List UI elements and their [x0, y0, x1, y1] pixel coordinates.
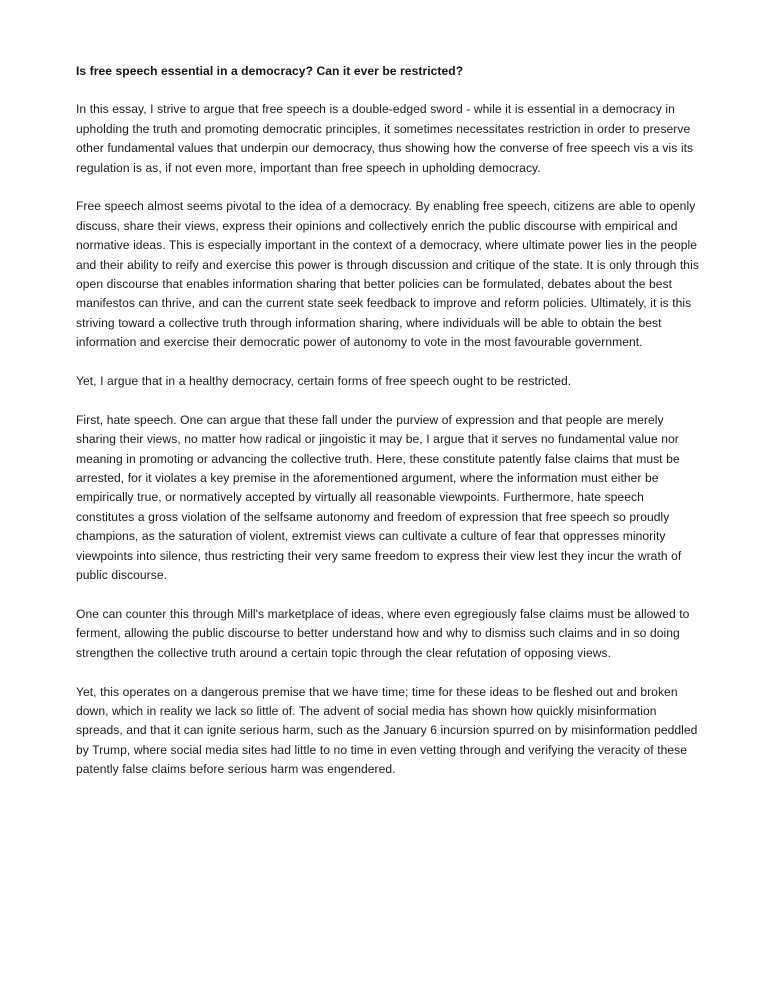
- paragraph-time-rebuttal: Yet, this operates on a dangerous premise that we have time; time for these ideas to be fleshed out and broken down, which in reality we lack so little of. The advent of social media has shown how quickly misinformation spreads, and that it can ignite serious harm, such as the January 6 incursion spurred on by misinformation peddled by Trump, where social media sites had little to no time in even vetting through and verifying the veracity of these patently false claims before serious harm was engendered.: [76, 684, 698, 777]
- paragraph-restriction-thesis: Yet, I argue that in a healthy democracy, certain forms of free speech ought to be restricted.: [76, 374, 572, 389]
- paragraph-hate-speech: First, hate speech. One can argue that these fall under the purview of expression and that people are merely sharing their views, no matter how radical or jingoistic it may be, I argue that it serves no fundamental value nor meaning in promoting or advancing the collective truth. Here, these constitute patently false claims that must be arrested, for it violates a key premise in the aforementioned argument, where the information must either be empirically true, or normatively accepted by virtually all reasonable viewpoints. Furthermore, hate speech constitutes a gross violation of the selfsame autonomy and freedom of expression that free speech so proudly champions, as the saturation of violent, extremist views can cultivate a culture of fear that oppresses minority viewpoints into silence, thus restricting their very same freedom to express their view lest they incur the wrath of public discourse.: [76, 412, 682, 583]
- document-body: [76, 62, 704, 780]
- page-title: Is free speech essential in a democracy? Can it ever be restricted?: [76, 64, 464, 78]
- paragraph-pivotal-to-democracy: Free speech almost seems pivotal to the idea of a democracy. By enabling free speech, citizens are able to openly discuss, share their views, express their opinions and collectively enrich the public discourse with empirical and normative ideas. This is especially important in the context of a democracy, where ultimate power lies in the people and their ability to reify and exercise this power is through discussion and critique of the state. It is only through this open discourse that enables information sharing that better policies can be formulated, debates about the best manifestos can thrive, and can the current state seek feedback to improve and reform policies. Ultimately, it is this striving toward a collective truth through information sharing, where individuals will be able to obtain the best information and exercise their democratic power of autonomy to vote in the most favourable government.: [76, 199, 699, 350]
- paragraph-mill-counter: One can counter this through Mill's marketplace of ideas, where even egregiously false claims must be allowed to ferment, allowing the public discourse to better understand how and why to dismiss such claims and in so doing strengthen the collective truth around a certain topic through the clear refutation of opposing views.: [76, 606, 690, 660]
- paragraph-intro: In this essay, I strive to argue that free speech is a double-edged sword - while it is essential in a democracy in upholding the truth and promoting democratic principles, it sometimes necessitates restriction in order to preserve other fundamental values that underpin our democracy, thus showing how the converse of free speech vis a vis its regulation is as, if not even more, important than free speech in upholding democracy.: [76, 102, 694, 175]
